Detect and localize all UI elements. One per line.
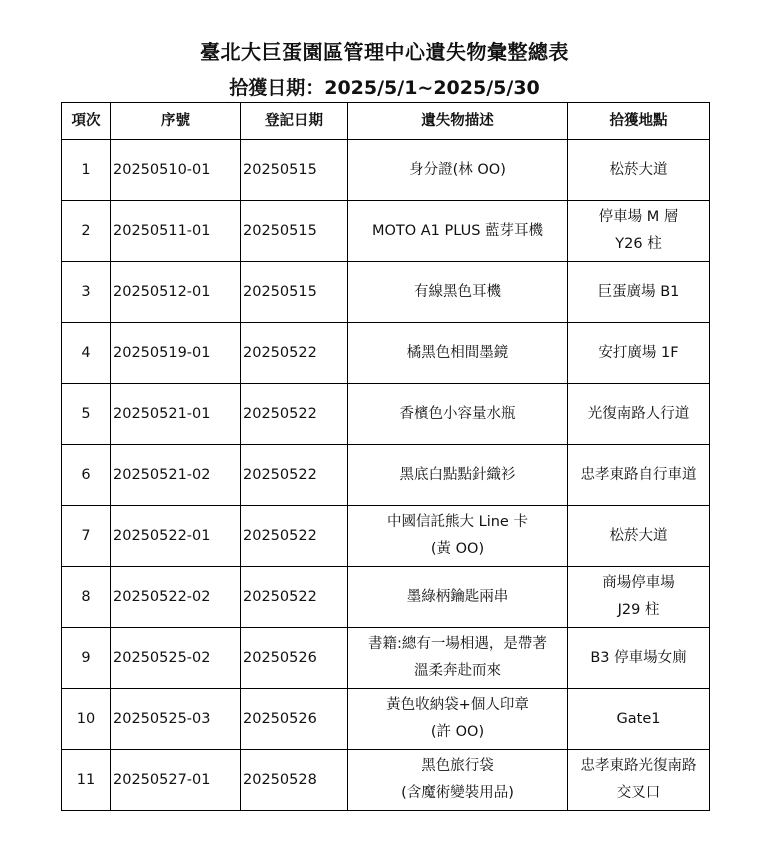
item-description — [348, 201, 568, 262]
item-number: 2 — [62, 201, 111, 262]
table-row — [62, 750, 710, 811]
header-item-no: 項次 — [62, 103, 111, 140]
item-number: 3 — [62, 262, 111, 323]
item-description — [348, 628, 568, 689]
pickup-location — [568, 323, 710, 384]
register-date: 20250526 — [241, 628, 348, 689]
item-number: 9 — [62, 628, 111, 689]
table-row — [62, 262, 710, 323]
item-number: 7 — [62, 506, 111, 567]
location-line: 交叉口 — [616, 785, 661, 801]
description-line: 有線黑色耳機 — [414, 283, 501, 300]
location-line: 光復南路人行道 — [587, 405, 690, 422]
location-line: 松菸大道 — [609, 161, 668, 178]
header-location: 拾獲地點 — [568, 103, 710, 140]
table-row — [62, 140, 710, 201]
item-description — [348, 506, 568, 567]
location-line: B3 停車場女廁 — [590, 649, 687, 666]
description-line: 橘黑色相間墨鏡 — [406, 344, 509, 361]
description-line: 身分證(林 OO) — [409, 161, 506, 178]
table-row — [62, 506, 710, 567]
table-row — [62, 689, 710, 750]
item-number: 8 — [62, 567, 111, 628]
pickup-date-range: 拾獲日期：2025/5/1~2025/5/30 — [229, 77, 540, 99]
item-number: 6 — [62, 445, 111, 506]
register-date: 20250528 — [241, 750, 348, 811]
location-line: 安打廣場 1F — [598, 344, 679, 361]
location-line: 巨蛋廣場 B1 — [597, 283, 680, 300]
serial-number: 20250512-01 — [111, 262, 241, 323]
serial-number: 20250525-03 — [111, 689, 241, 750]
item-description — [348, 750, 568, 811]
serial-number: 20250510-01 — [111, 140, 241, 201]
serial-number: 20250519-01 — [111, 323, 241, 384]
register-date: 20250515 — [241, 262, 348, 323]
header-description: 遺失物描述 — [348, 103, 568, 140]
pickup-location — [568, 506, 710, 567]
register-date: 20250522 — [241, 445, 348, 506]
table-row — [62, 384, 710, 445]
item-description — [348, 689, 568, 750]
pickup-location — [568, 445, 710, 506]
register-date: 20250522 — [241, 323, 348, 384]
table-row — [62, 445, 710, 506]
location-line: J29 柱 — [617, 602, 660, 618]
description-line: 黃色收納袋+個人印章 — [386, 697, 529, 713]
location-line: 商場停車場 — [602, 575, 675, 591]
item-number: 10 — [62, 689, 111, 750]
document-title: 臺北大巨蛋園區管理中心遺失物彙整總表 — [200, 40, 569, 64]
location-line: 忠孝東路自行車道 — [580, 466, 697, 483]
description-line: 書籍:總有一場相遇，是帶著 — [368, 636, 547, 652]
register-date: 20250522 — [241, 384, 348, 445]
pickup-location — [568, 140, 710, 201]
register-date: 20250522 — [241, 506, 348, 567]
description-line: (黃 OO) — [430, 541, 485, 557]
pickup-location — [568, 750, 710, 811]
serial-number: 20250521-02 — [111, 445, 241, 506]
header-serial: 序號 — [111, 103, 241, 140]
register-date: 20250515 — [241, 140, 348, 201]
location-line: Gate1 — [616, 710, 661, 727]
pickup-location — [568, 689, 710, 750]
description-line: MOTO A1 PLUS 藍芽耳機 — [371, 222, 544, 239]
item-number: 1 — [62, 140, 111, 201]
register-date: 20250526 — [241, 689, 348, 750]
table-row — [62, 201, 710, 262]
table-row — [62, 323, 710, 384]
description-line: (含魔術變裝用品) — [401, 785, 514, 801]
item-number: 4 — [62, 323, 111, 384]
location-line: 忠孝東路光復南路 — [580, 758, 697, 774]
pickup-location — [568, 567, 710, 628]
item-description — [348, 323, 568, 384]
serial-number: 20250527-01 — [111, 750, 241, 811]
description-line: 中國信託熊大 Line 卡 — [387, 514, 528, 530]
serial-number: 20250522-01 — [111, 506, 241, 567]
register-date: 20250515 — [241, 201, 348, 262]
table-row — [62, 628, 710, 689]
description-line: 溫柔奔赴而來 — [414, 663, 501, 679]
item-number: 5 — [62, 384, 111, 445]
item-description — [348, 567, 568, 628]
description-line: 黑底白點點針織衫 — [399, 466, 516, 483]
location-line: 松菸大道 — [609, 527, 668, 544]
serial-number: 20250521-01 — [111, 384, 241, 445]
register-date: 20250522 — [241, 567, 348, 628]
serial-number: 20250525-02 — [111, 628, 241, 689]
item-description — [348, 445, 568, 506]
lost-items-table — [61, 102, 710, 811]
description-line: 香檳色小容量水瓶 — [399, 405, 516, 422]
table-header-row — [62, 103, 710, 140]
item-description — [348, 140, 568, 201]
header-register-date: 登記日期 — [241, 103, 348, 140]
description-line: (許 OO) — [430, 724, 485, 740]
description-line: 黑色旅行袋 — [421, 758, 494, 774]
serial-number: 20250522-02 — [111, 567, 241, 628]
pickup-location — [568, 384, 710, 445]
item-description — [348, 262, 568, 323]
serial-number: 20250511-01 — [111, 201, 241, 262]
location-line: Y26 柱 — [615, 236, 662, 252]
pickup-location — [568, 201, 710, 262]
pickup-location — [568, 628, 710, 689]
table-row — [62, 567, 710, 628]
pickup-location — [568, 262, 710, 323]
description-line: 墨綠柄鑰匙兩串 — [406, 588, 509, 605]
item-number: 11 — [62, 750, 111, 811]
location-line: 停車場 M 層 — [598, 209, 679, 225]
item-description — [348, 384, 568, 445]
